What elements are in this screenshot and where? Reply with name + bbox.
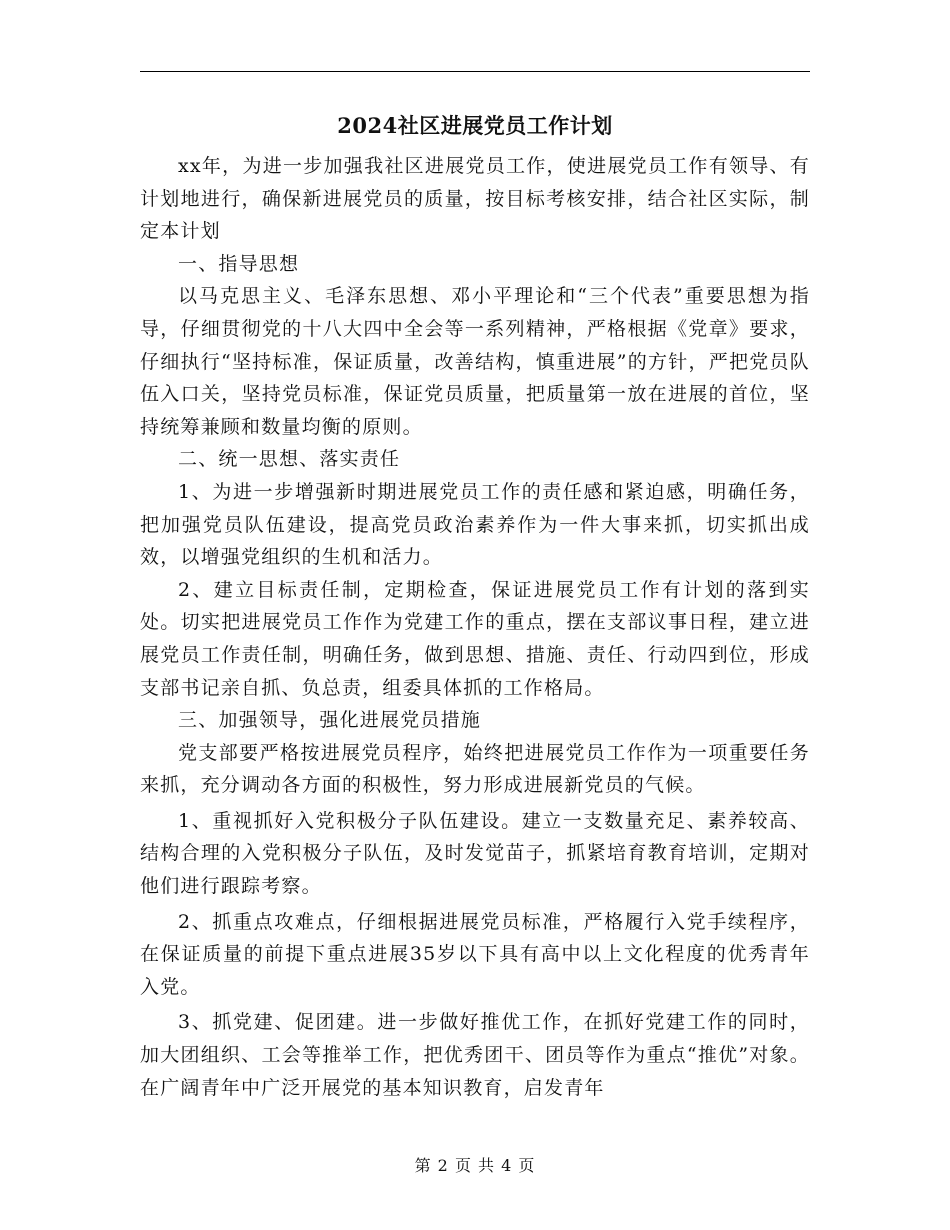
paragraph-party-branch: 党支部要严格按进展党员程序，始终把进展党员工作作为一项重要任务来抓，充分调动各方面的积极性，努力形成进展新党员的气候。 — [140, 741, 810, 797]
paragraph-measure-3: 3、抓党建、促团建。进一步做好推优工作，在抓好党建工作的同时，加大团组织、工会等推举工作，把优秀团干、团员等作为重点“推优”对象。在广阔青年中广泛开展党的基本知识教育，启发青年 — [140, 1011, 810, 1099]
paragraph-measure-2: 2、抓重点攻难点，仔细根据进展党员标准，严格履行入党手续程序，在保证质量的前提下重点进展35岁以下具有高中以上文化程度的优秀青年入党。 — [140, 910, 810, 998]
document-body — [140, 150, 810, 1104]
paragraph-item-2: 2、建立目标责任制，定期检查，保证进展党员工作有计划的落到实处。切实把进展党员工作作为党建工作的重点，摆在支部议事日程，建立进展党员工作责任制，明确任务，做到思想、措施、责任、行动四到位，形成支部书记亲自抓、负总责，组委具体抓的工作格局。 — [140, 578, 810, 699]
paragraph-measure-1: 1、重视抓好入党积极分子队伍建设。建立一支数量充足、素养较高、结构合理的入党积极分子队伍，及时发觉苗子，抓紧培育教育培训，定期对他们进行跟踪考察。 — [140, 809, 810, 898]
heading-guiding-ideology: 一、指导思想 — [178, 252, 300, 275]
header-rule — [140, 71, 810, 72]
heading-strengthen-leadership: 三、加强领导，强化进展党员措施 — [178, 709, 482, 732]
paragraph-guiding-ideology: 以马克思主义、毛泽东思想、邓小平理论和“三个代表”重要思想为指导，仔细贯彻党的十八大四中全会等一系列精神，严格根据《党章》要求，仔细执行“坚持标准，保证质量，改善结构，慎重进展”的方针，严把党员队伍入口关，坚持党员标准，保证党员质量，把质量第一放在进展的首位，坚持统筹兼顾和数量均衡的原则。 — [140, 285, 810, 438]
paragraph-intro: xx年，为进一步加强我社区进展党员工作，使进展党员工作有领导、有计划地进行，确保新进展党员的质量，按目标考核安排，结合社区实际，制定本计划 — [140, 155, 810, 243]
paragraph-item-1: 1、为进一步增强新时期进展党员工作的责任感和紧迫感，明确任务，把加强党员队伍建设，提高党员政治素养作为一件大事来抓，切实抓出成效，以增强党组织的生机和活力。 — [140, 480, 810, 569]
document-title: 2024社区进展党员工作计划 — [337, 113, 613, 138]
heading-unify-thinking: 二、统一思想、落实责任 — [178, 448, 401, 471]
page-number: 第 2 页 共 4 页 — [414, 1156, 536, 1175]
